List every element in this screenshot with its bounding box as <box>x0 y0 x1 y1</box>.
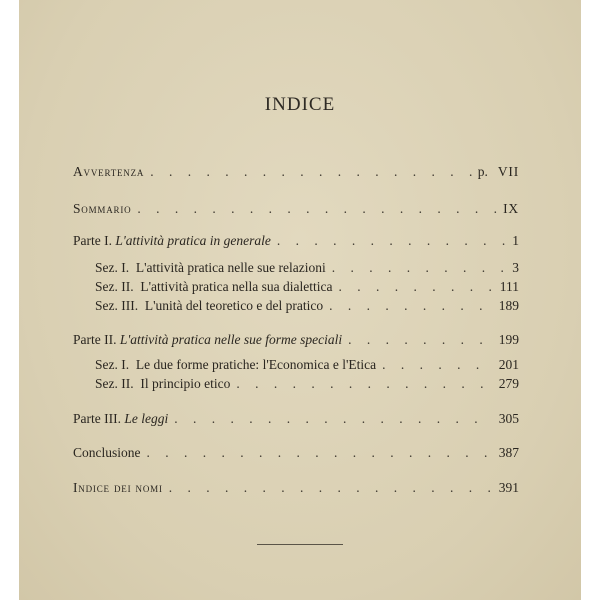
page-number: 3 <box>512 260 519 275</box>
leader-dots <box>277 232 506 250</box>
leader-dots <box>147 444 493 462</box>
page-number: VII <box>497 164 519 179</box>
leader-dots <box>348 331 493 349</box>
page-number: 387 <box>498 445 519 460</box>
page-number: 199 <box>498 332 519 347</box>
toc-entry-parte-2-sez-2 <box>95 375 519 393</box>
toc-entry-parte-1 <box>73 232 519 250</box>
part-prefix: Parte I. <box>73 233 112 248</box>
toc-entry-parte-1-sez-1 <box>95 259 519 277</box>
book-page <box>19 0 581 600</box>
closing-rule <box>257 544 343 545</box>
section-prefix: Sez. I. <box>95 357 130 372</box>
part-title: Le leggi <box>124 411 169 426</box>
toc-entry-parte-1-sez-3 <box>95 297 519 315</box>
leader-dots <box>236 375 492 393</box>
toc-entry-avvertenza <box>73 163 519 181</box>
toc-entry-label: Conclusione <box>73 445 141 460</box>
toc-entry-sommario <box>73 200 519 218</box>
toc-entry-label: Sommario <box>73 201 132 216</box>
section-title: Il principio etico <box>140 376 231 391</box>
section-title: L'attività pratica nelle sue relazioni <box>135 260 326 275</box>
toc-entry-indice-dei-nomi <box>73 479 519 497</box>
leader-dots <box>150 163 472 181</box>
page-number: 305 <box>498 411 519 426</box>
leader-dots <box>169 479 493 497</box>
leader-dots <box>382 356 493 374</box>
page-number: 279 <box>498 376 519 391</box>
leader-dots <box>332 259 507 277</box>
toc-entry-conclusione <box>73 444 519 462</box>
toc-entry-parte-1-sez-2 <box>95 278 519 296</box>
page-number: 201 <box>498 357 519 372</box>
part-prefix: Parte II. <box>73 332 117 347</box>
section-prefix: Sez. III. <box>95 298 139 313</box>
part-prefix: Parte III. <box>73 411 121 426</box>
part-title: L'attività pratica in generale <box>115 233 271 248</box>
page-number: 111 <box>499 279 519 294</box>
page-number: 391 <box>498 480 519 495</box>
section-title: L'unità del teoretico e del pratico <box>144 298 324 313</box>
toc-entry-label: Indice dei nomi <box>73 480 163 495</box>
section-title: L'attività pratica nella sua dialettica <box>140 279 333 294</box>
section-title: Le due forme pratiche: l'Economica e l'Etica <box>135 357 377 372</box>
section-prefix: Sez. II. <box>95 376 134 391</box>
section-prefix: Sez. II. <box>95 279 134 294</box>
leader-dots <box>137 200 497 218</box>
leader-dots <box>329 297 493 315</box>
section-prefix: Sez. I. <box>95 260 130 275</box>
part-title: L'attività pratica nelle sue forme speciali <box>119 332 343 347</box>
toc-entry-parte-3 <box>73 410 519 428</box>
page-number: IX <box>503 201 519 216</box>
toc-entry-label: Avvertenza <box>73 164 145 179</box>
page-prefix: p. <box>477 164 488 179</box>
leader-dots <box>338 278 493 296</box>
toc-entry-parte-2-sez-1 <box>95 356 519 374</box>
page-number: 1 <box>512 233 519 248</box>
page-number: 189 <box>498 298 519 313</box>
page-title: INDICE <box>264 94 336 115</box>
toc-entry-parte-2 <box>73 331 519 349</box>
leader-dots <box>174 410 493 428</box>
